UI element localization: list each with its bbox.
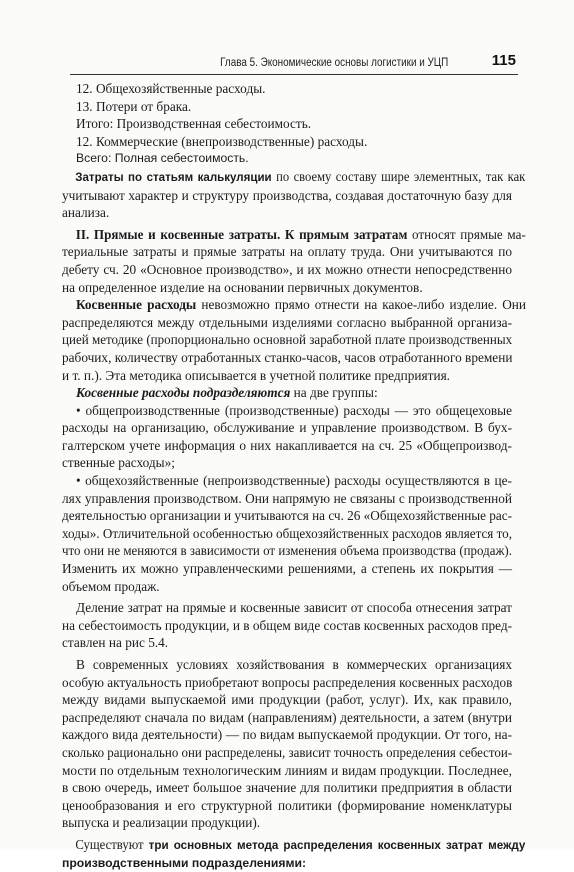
paragraph-line bbox=[62, 384, 512, 402]
paragraph bbox=[62, 656, 512, 832]
paragraph bbox=[62, 384, 512, 402]
paragraph-line: что они не меняются в зависимости от изменения объема производства (продаж). bbox=[62, 543, 512, 559]
paragraph-line: учитывают характер и структуру производства, создавая достаточную базу для bbox=[62, 187, 512, 203]
paragraph-line: на определенное изделие на основании первичных документов. bbox=[62, 279, 423, 295]
text-run: по своему составу шире элементных, так как bbox=[271, 168, 526, 184]
bullet-item bbox=[62, 402, 512, 472]
bold-term: три основных метода распределения косвенных затрат между bbox=[148, 837, 526, 852]
paragraph-line: ственные расходы»; bbox=[62, 455, 175, 471]
paragraph-line: галтерском учете информация о них накапливается на сч. 25 «Общепроизвод- bbox=[62, 437, 512, 453]
paragraph-line bbox=[62, 168, 525, 187]
list-item: 12. Коммерческие (внепроизводственные) расходы. bbox=[76, 133, 368, 149]
paragraph-line bbox=[62, 836, 525, 855]
text-run: Существуют bbox=[75, 836, 149, 852]
bold-term: Косвенные расходы bbox=[75, 297, 197, 313]
paragraph-line: ставлен на рис 5.4. bbox=[62, 635, 169, 651]
text-run: относят прямые ма- bbox=[407, 226, 526, 242]
paragraph bbox=[62, 168, 526, 222]
bold-term: Затраты по статьям калькуляции bbox=[75, 169, 272, 184]
paragraph-line: распределяются между отдельными изделиями согласно выбранной организа- bbox=[62, 314, 512, 330]
paragraph-line: в свою очередь, имеет большое значение для политики предприятия в области bbox=[62, 780, 512, 796]
text-run: на две группы: bbox=[290, 385, 378, 401]
paragraph-line: цией методике (пропорционально основной заработной плате производственных bbox=[62, 332, 513, 348]
paragraph-line: ходы». Отличительной особенностью общехозяйственных расходов является то, bbox=[62, 525, 513, 541]
paragraph-line: между видами выпускаемой ими продукции (работ, услуг). Их, как правило, bbox=[62, 692, 512, 708]
paragraph bbox=[62, 226, 526, 296]
paragraph-line: особую актуальность приобретают вопросы распределения косвенных расходов bbox=[62, 674, 513, 690]
bold-italic-term: Косвенные расходы подразделяются bbox=[76, 385, 291, 401]
paragraph-line: анализа. bbox=[62, 205, 110, 221]
paragraph-line: объемом продаж. bbox=[62, 578, 160, 594]
paragraph-line: каждого вида деятельности) — по видам выпускаемой продукции. От того, на- bbox=[62, 727, 512, 743]
paragraph-line bbox=[62, 296, 526, 314]
page-number: 115 bbox=[491, 52, 516, 69]
bullet-item bbox=[62, 472, 512, 595]
paragraph bbox=[62, 836, 526, 872]
paragraph-line: Изменить их можно управленческими решениями, а степень их покрытия — bbox=[62, 561, 512, 577]
paragraph-line: териальные затраты и прямые затраты на оплату труда. Они учитываются по bbox=[62, 244, 512, 260]
paragraph-line: рабочих, количеству отработанных станко-часов, часов отработанного времени bbox=[62, 349, 513, 365]
paragraph-line: дебету сч. 20 «Основное производство», и их можно отнести непосредственно bbox=[62, 261, 512, 277]
cost-items-list bbox=[62, 80, 512, 168]
text-run: невозможно прямо отнести на какое-либо изделие. Они bbox=[196, 297, 526, 313]
paragraph-line bbox=[62, 226, 526, 244]
list-item: Итого: Производственная себестоимость. bbox=[76, 116, 312, 132]
body-text bbox=[62, 80, 526, 872]
paragraph-line: лях управления производством. Они напрямую не связаны с производственной bbox=[62, 490, 512, 506]
paragraph-line: ценообразования и его структурной политики (формирование номенклатуры bbox=[62, 797, 512, 813]
paragraph-line: • общехозяйственные (непроизводственные) расходы осуществляются в це- bbox=[76, 473, 512, 489]
paragraph-line: деятельностью организации и учитываются на сч. 26 «Общехозяйственные рас- bbox=[62, 508, 513, 524]
paragraph-line: Деление затрат на прямые и косвенные зависит от способа отнесения затрат bbox=[76, 600, 512, 616]
running-header bbox=[70, 54, 518, 76]
list-item: Всего: Полная себестоимость. bbox=[76, 151, 249, 166]
paragraph-line: производственными подразделениями: bbox=[62, 855, 307, 870]
list-item: 13. Потери от брака. bbox=[76, 98, 192, 114]
paragraph-line: выпуска и реализации продукции). bbox=[62, 815, 261, 831]
paragraph-line: сколько рационально они распределены, зависит точность определения себестои- bbox=[62, 744, 513, 760]
paragraph-line: мости по отдельным технологическим линиям и видам продукции. Последнее, bbox=[62, 762, 512, 778]
header-rule bbox=[70, 74, 518, 75]
list-item: 12. Общехозяйственные расходы. bbox=[76, 81, 266, 96]
paragraph-line: расходы на организацию, обслуживание и управление производством. В бух- bbox=[62, 420, 512, 436]
chapter-title: Глава 5. Экономические основы логистики и УЦП bbox=[219, 57, 448, 69]
paragraph-line: распределяют сначала по видам (направлениям) деятельности, а затем (внутри bbox=[62, 709, 512, 725]
paragraph-line: на себестоимость продукции, и в общем виде состав косвенных расходов пред- bbox=[62, 617, 513, 633]
paragraph-line: и т. п.). Эта методика описывается в учетной политике предприятия. bbox=[62, 367, 451, 383]
paragraph-line: • общепроизводственные (производственные) расходы — это общецеховые bbox=[76, 402, 512, 418]
paragraph-line: В современных условиях хозяйствования в коммерческих организациях bbox=[76, 657, 512, 672]
paragraph bbox=[62, 296, 526, 384]
paragraph bbox=[62, 599, 512, 652]
section-heading: II. Прямые и косвенные затраты. К прямым затратам bbox=[75, 226, 408, 242]
